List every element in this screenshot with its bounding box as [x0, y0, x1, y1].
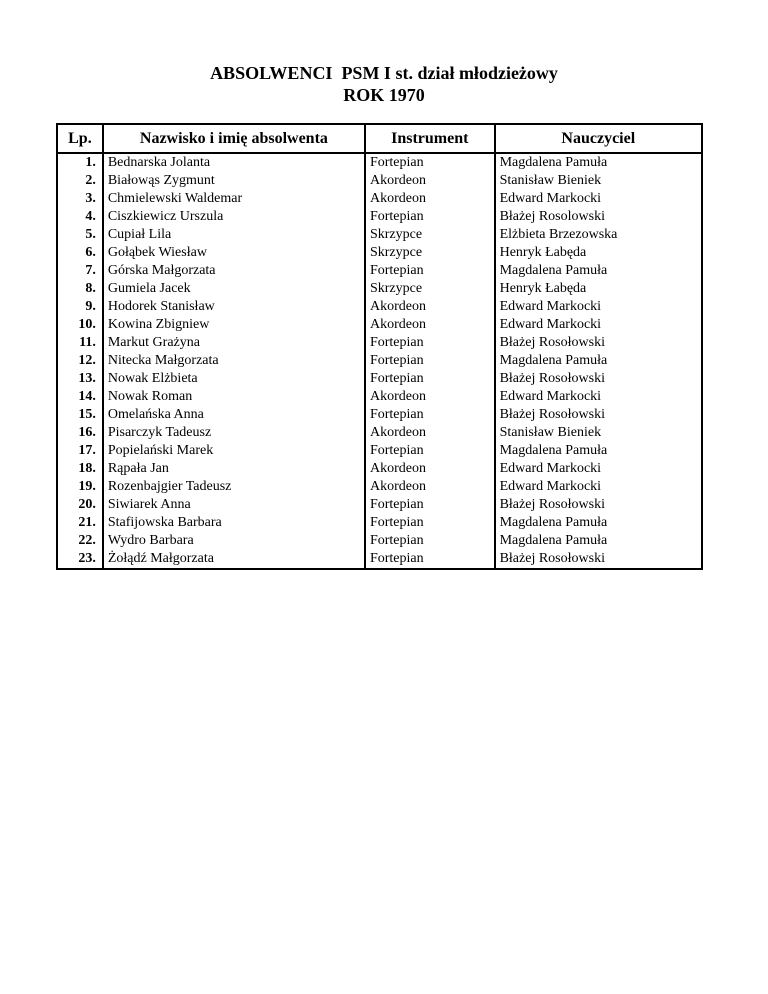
teacher: Edward Markocki	[495, 316, 702, 334]
table-body	[57, 153, 702, 569]
row-number: 20.	[78, 497, 96, 512]
table-row	[57, 172, 702, 190]
teacher: Elżbieta Brzezowska	[495, 226, 702, 244]
instrument: Akordeon	[365, 316, 495, 334]
row-number: 16.	[78, 425, 96, 440]
instrument: Akordeon	[365, 460, 495, 478]
row-number: 14.	[78, 389, 96, 404]
graduate-name: Żołądź Małgorzata	[103, 550, 365, 569]
teacher: Henryk Łabęda	[495, 244, 702, 262]
graduate-name: Gumiela Jacek	[103, 280, 365, 298]
instrument: Fortepian	[365, 550, 495, 569]
row-number: 4.	[85, 209, 96, 224]
title-line-2: ROK 1970	[343, 85, 425, 105]
table-row	[57, 244, 702, 262]
table-row	[57, 370, 702, 388]
instrument: Fortepian	[365, 208, 495, 226]
graduate-name: Gołąbek Wiesław	[103, 244, 365, 262]
row-number: 19.	[78, 479, 96, 494]
table-row	[57, 442, 702, 460]
instrument: Akordeon	[365, 172, 495, 190]
graduate-name: Kowina Zbigniew	[103, 316, 365, 334]
teacher: Stanisław Bieniek	[495, 172, 702, 190]
graduate-name: Cupiał Lila	[103, 226, 365, 244]
instrument: Akordeon	[365, 298, 495, 316]
table-row	[57, 460, 702, 478]
row-number: 7.	[85, 263, 96, 278]
row-number: 9.	[85, 299, 96, 314]
instrument: Akordeon	[365, 388, 495, 406]
graduate-name: Rozenbajgier Tadeusz	[103, 478, 365, 496]
header-teacher: Nauczyciel	[495, 124, 702, 153]
graduate-name: Bednarska Jolanta	[103, 153, 365, 172]
table-row	[57, 352, 702, 370]
table-row	[57, 406, 702, 424]
teacher: Edward Markocki	[495, 298, 702, 316]
graduate-name: Hodorek Stanisław	[103, 298, 365, 316]
table-row	[57, 478, 702, 496]
graduate-name: Białowąs Zygmunt	[103, 172, 365, 190]
graduate-name: Siwiarek Anna	[103, 496, 365, 514]
instrument: Akordeon	[365, 190, 495, 208]
row-number: 12.	[78, 353, 96, 368]
row-number: 23.	[78, 551, 96, 566]
instrument: Fortepian	[365, 442, 495, 460]
instrument: Fortepian	[365, 406, 495, 424]
graduate-name: Nitecka Małgorzata	[103, 352, 365, 370]
row-number: 3.	[85, 191, 96, 206]
graduate-name: Omelańska Anna	[103, 406, 365, 424]
instrument: Akordeon	[365, 478, 495, 496]
instrument: Fortepian	[365, 153, 495, 172]
graduate-name: Chmielewski Waldemar	[103, 190, 365, 208]
table-row	[57, 262, 702, 280]
instrument: Fortepian	[365, 496, 495, 514]
graduate-name: Ciszkiewicz Urszula	[103, 208, 365, 226]
instrument: Fortepian	[365, 334, 495, 352]
table-row	[57, 424, 702, 442]
teacher: Błażej Rosołowski	[495, 370, 702, 388]
graduate-name: Markut Grażyna	[103, 334, 365, 352]
row-number: 1.	[85, 155, 96, 170]
table-row	[57, 316, 702, 334]
table-row	[57, 153, 702, 172]
teacher: Stanisław Bieniek	[495, 424, 702, 442]
row-number: 17.	[78, 443, 96, 458]
header-name: Nazwisko i imię absolwenta	[103, 124, 365, 153]
row-number: 13.	[78, 371, 96, 386]
table-row	[57, 190, 702, 208]
teacher: Magdalena Pamuła	[495, 262, 702, 280]
teacher: Błażej Rosołowski	[495, 496, 702, 514]
teacher: Edward Markocki	[495, 460, 702, 478]
instrument: Fortepian	[365, 262, 495, 280]
graduates-table	[56, 123, 703, 570]
table-row	[57, 496, 702, 514]
table-row	[57, 550, 702, 569]
instrument: Fortepian	[365, 352, 495, 370]
teacher: Błażej Rosołowski	[495, 550, 702, 569]
teacher: Magdalena Pamuła	[495, 352, 702, 370]
teacher: Edward Markocki	[495, 478, 702, 496]
header-instrument: Instrument	[365, 124, 495, 153]
instrument: Fortepian	[365, 370, 495, 388]
header-lp: Lp.	[57, 124, 103, 153]
graduate-name: Stafijowska Barbara	[103, 514, 365, 532]
graduate-name: Pisarczyk Tadeusz	[103, 424, 365, 442]
row-number: 10.	[78, 317, 96, 332]
table-row	[57, 226, 702, 244]
graduate-name: Rąpała Jan	[103, 460, 365, 478]
teacher: Magdalena Pamuła	[495, 153, 702, 172]
graduate-name: Popielański Marek	[103, 442, 365, 460]
row-number: 6.	[85, 245, 96, 260]
table-row	[57, 298, 702, 316]
graduate-name: Nowak Roman	[103, 388, 365, 406]
teacher: Błażej Rosołowski	[495, 406, 702, 424]
teacher: Magdalena Pamuła	[495, 532, 702, 550]
instrument: Fortepian	[365, 514, 495, 532]
table-row	[57, 208, 702, 226]
table-header-row	[57, 124, 702, 153]
row-number: 2.	[85, 173, 96, 188]
row-number: 21.	[78, 515, 96, 530]
row-number: 8.	[85, 281, 96, 296]
teacher: Edward Markocki	[495, 190, 702, 208]
instrument: Skrzypce	[365, 280, 495, 298]
teacher: Henryk Łabęda	[495, 280, 702, 298]
graduate-name: Nowak Elżbieta	[103, 370, 365, 388]
row-number: 11.	[79, 335, 96, 350]
table-row	[57, 388, 702, 406]
teacher: Edward Markocki	[495, 388, 702, 406]
teacher: Błażej Rosolowski	[495, 208, 702, 226]
instrument: Skrzypce	[365, 226, 495, 244]
graduate-name: Wydro Barbara	[103, 532, 365, 550]
table-row	[57, 280, 702, 298]
table-row	[57, 334, 702, 352]
instrument: Skrzypce	[365, 244, 495, 262]
title-line-1: ABSOLWENCI PSM I st. dział młodzieżowy	[210, 63, 558, 83]
instrument: Fortepian	[365, 532, 495, 550]
teacher: Błażej Rosołowski	[495, 334, 702, 352]
table-row	[57, 514, 702, 532]
document-title	[0, 62, 768, 106]
row-number: 15.	[78, 407, 96, 422]
row-number: 5.	[85, 227, 96, 242]
table-row	[57, 532, 702, 550]
instrument: Akordeon	[365, 424, 495, 442]
row-number: 18.	[78, 461, 96, 476]
teacher: Magdalena Pamuła	[495, 442, 702, 460]
row-number: 22.	[78, 533, 96, 548]
graduate-name: Górska Małgorzata	[103, 262, 365, 280]
teacher: Magdalena Pamuła	[495, 514, 702, 532]
